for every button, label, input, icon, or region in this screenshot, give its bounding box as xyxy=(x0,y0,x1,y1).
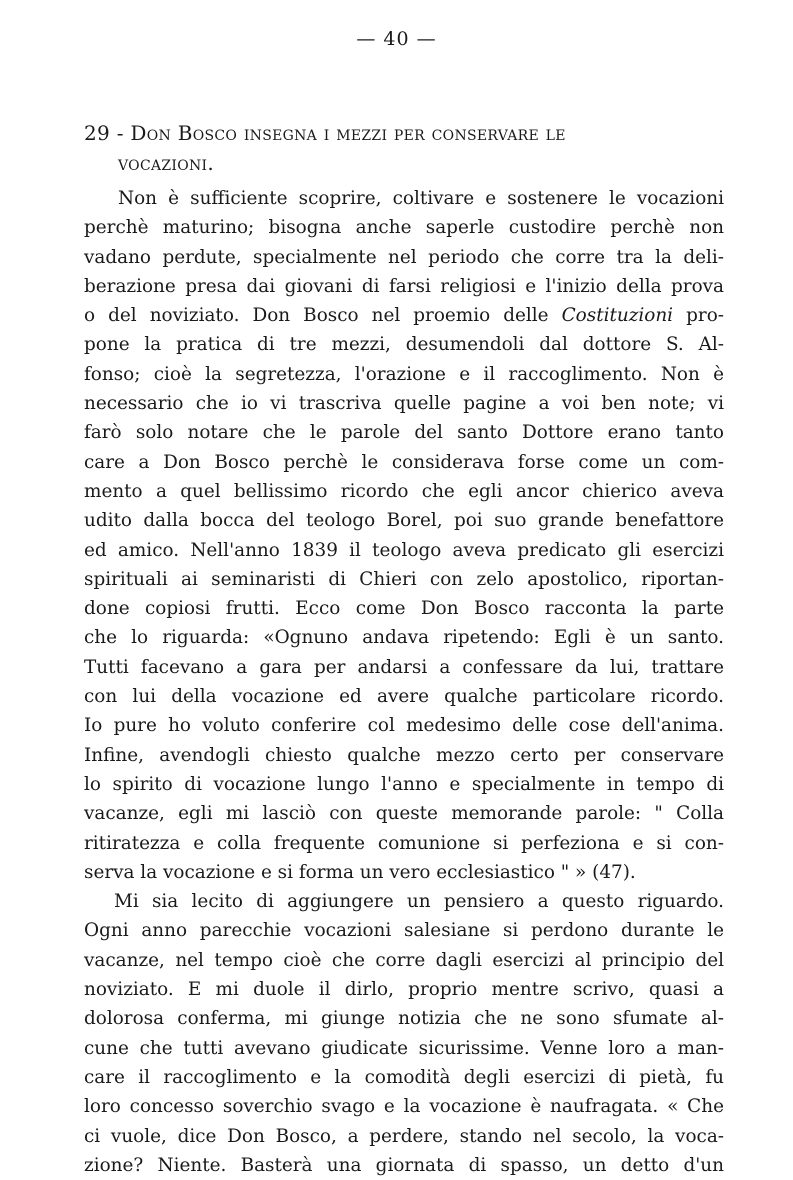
text-line: cune che tutti avevano giudicate sicurissime. Venne loro a man- xyxy=(84,1037,724,1059)
text-line: lo spirito di vocazione lungo l'anno e specialmente in tempo di xyxy=(84,773,724,795)
text-line: fonso; cioè la segretezza, l'orazione e il raccoglimento. Non è xyxy=(84,363,724,385)
text-line: con lui della vocazione ed avere qualche particolare ricordo. xyxy=(84,686,724,708)
text-line: Io pure ho voluto conferire col medesimo delle cose dell'anima. xyxy=(84,715,724,737)
text-line: dolorosa conferma, mi giunge notizia che ne sono sfumate al- xyxy=(84,1008,724,1030)
text-segment: pro- xyxy=(686,305,724,327)
text-line: vadano perdute, specialmente nel periodo che corre tra la deli- xyxy=(84,246,724,268)
text-line: perchè maturino; bisogna anche saperle custodire perchè non xyxy=(84,217,724,239)
text-line: Ogni anno parecchie vocazioni salesiane si perdono durante le xyxy=(84,920,724,942)
text-line: vacanze, nel tempo cioè che corre dagli esercizi al principio del xyxy=(84,949,724,971)
paragraph-2 xyxy=(84,887,724,1180)
text-line: Mi sia lecito di aggiungere un pensiero a questo riguardo. xyxy=(114,891,724,913)
text-line: done copiosi frutti. Ecco come Don Bosco racconta la parte xyxy=(84,598,724,620)
text-line xyxy=(84,301,724,330)
chapter-heading xyxy=(84,118,724,178)
text-line: noviziato. E mi duole il dirlo, proprio mentre scrivo, quasi a xyxy=(84,979,724,1001)
text-line: berazione presa dai giovani di farsi religiosi e l'inizio della prova xyxy=(84,275,724,297)
body-text xyxy=(84,184,724,1180)
text-line: Infine, avendogli chiesto qualche mezzo certo per conservare xyxy=(84,744,724,766)
text-line: necessario che io vi trascriva quelle pagine a voi ben note; vi xyxy=(84,393,724,415)
text-line: farò solo notare che le parole del santo Dottore erano tanto xyxy=(84,422,724,444)
text-line: pone la pratica di tre mezzi, desumendoli dal dottore S. Al- xyxy=(84,334,724,356)
text-line: care il raccoglimento e la comodità degli esercizi di pietà, fu xyxy=(84,1066,724,1088)
text-line: ci vuole, dice Don Bosco, a perdere, stando nel secolo, la voca- xyxy=(84,1125,724,1147)
page-number: — 40 — xyxy=(356,28,437,50)
text-line: che lo riguarda: «Ognuno andava ripetendo: Egli è un santo. xyxy=(84,627,724,649)
text-line: loro concesso soverchio svago e la vocazione è naufragata. « Che xyxy=(84,1096,724,1118)
chapter-heading-line-1: 29 - Don Bosco insegna i mezzi per conservare le xyxy=(84,121,566,145)
text-line: udito dalla bocca del teologo Borel, poi suo grande benefattore xyxy=(84,510,724,532)
text-line: ritiratezza e colla frequente comunione si perfeziona e si con- xyxy=(84,832,724,854)
text-line: mento a quel bellissimo ricordo che egli ancor chierico aveva xyxy=(84,480,724,502)
text-segment: o del noviziato. Don Bosco nel proemio delle xyxy=(84,305,549,327)
text-line: ed amico. Nell'anno 1839 il teologo aveva predicato gli esercizi xyxy=(84,539,724,561)
text-line: Tutti facevano a gara per andarsi a confessare da lui, trattare xyxy=(84,656,724,678)
chapter-heading-line-2: vocazioni. xyxy=(118,151,215,175)
italic-title: Costituzioni xyxy=(561,305,674,327)
text-line: vacanze, egli mi lasciò con queste memorande parole: " Colla xyxy=(84,803,724,825)
text-line: zione? Niente. Basterà una giornata di spasso, un detto d'un xyxy=(84,1154,724,1176)
text-line: spirituali ai seminaristi di Chieri con zelo apostolico, riportan- xyxy=(84,568,724,590)
text-line: serva la vocazione e si forma un vero ecclesiastico " » (47). xyxy=(84,861,636,883)
text-line: care a Don Bosco perchè le considerava forse come un com- xyxy=(84,451,724,473)
paragraph-1 xyxy=(84,184,724,887)
text-line: Non è sufficiente scoprire, coltivare e sostenere le vocazioni xyxy=(118,188,724,209)
